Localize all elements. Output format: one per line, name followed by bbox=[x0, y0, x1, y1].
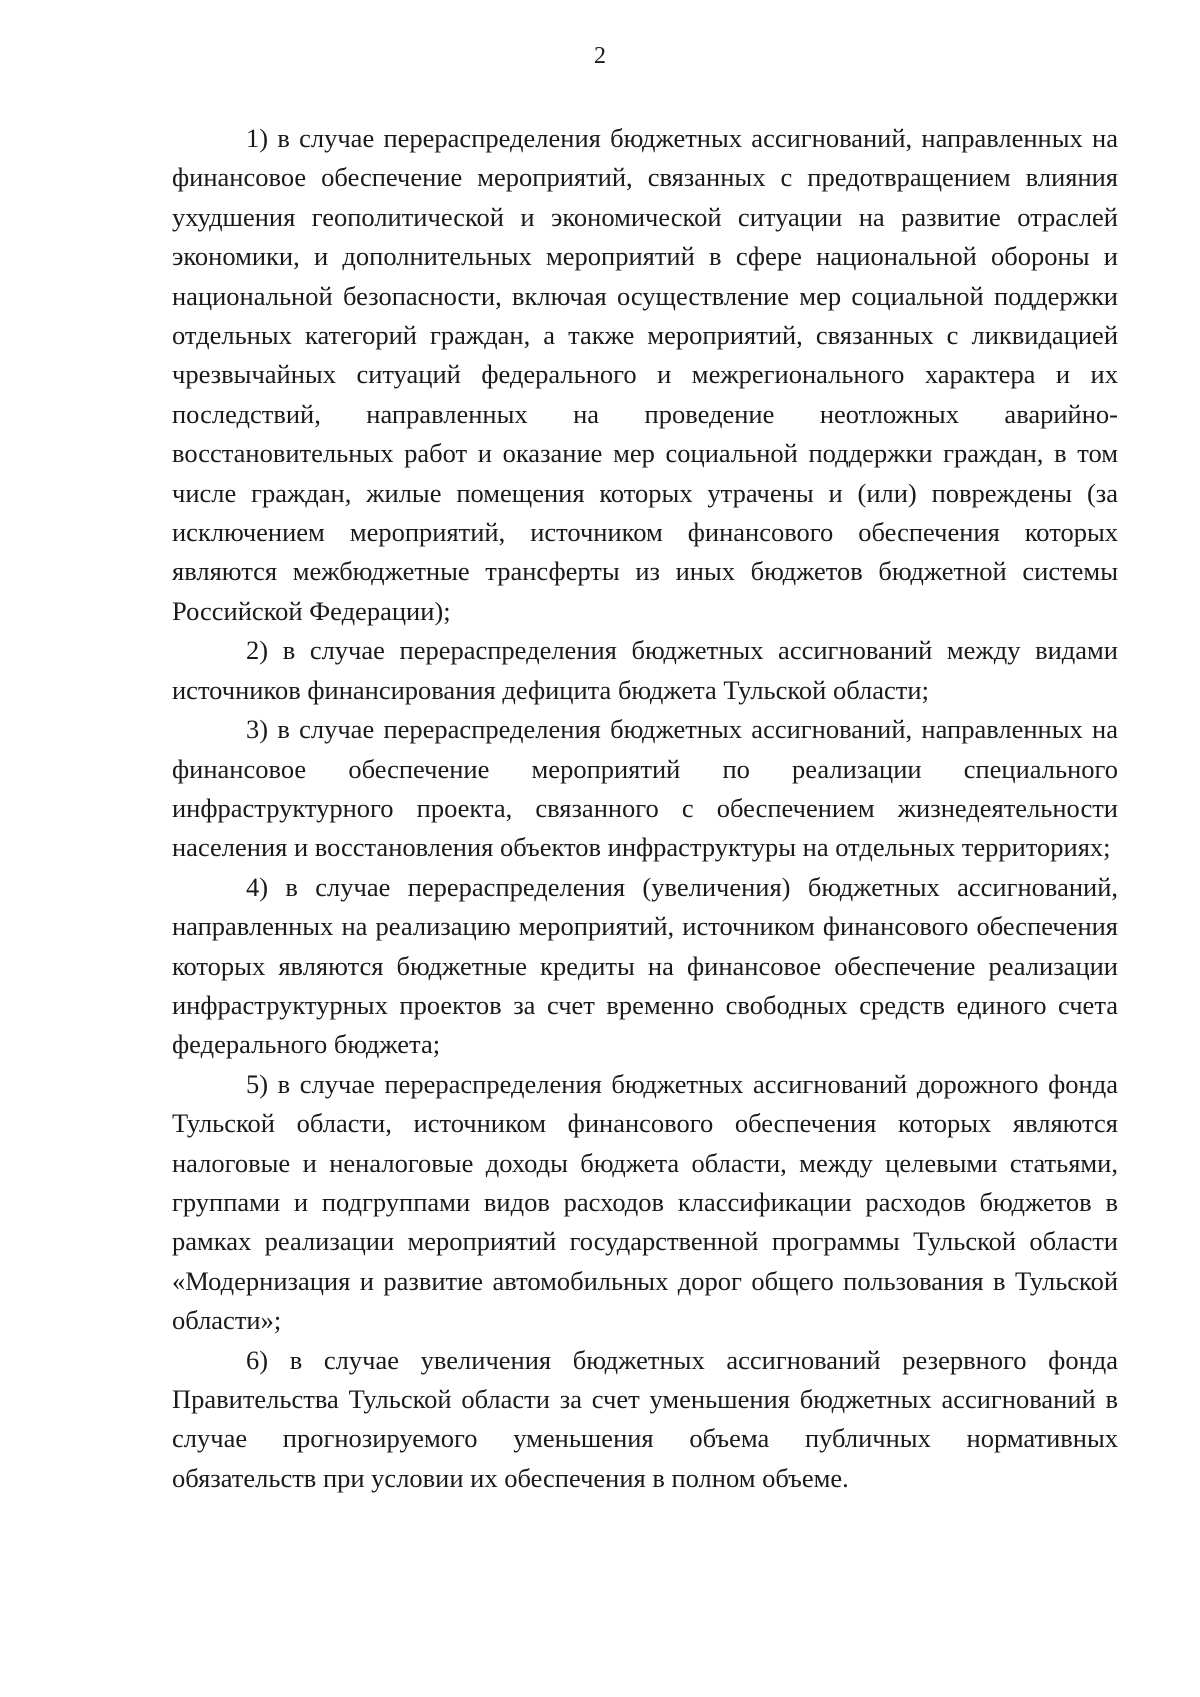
list-item: 6) в случае увеличения бюджетных ассигнований резервного фонда Правительства Тульской области за счет уменьшения бюджетных ассигнований в случае прогнозируемого уменьшения объема публичных нормативных обязательств при условии их обеспечения в полном объеме. bbox=[172, 1344, 1118, 1493]
list-item: 3) в случае перераспределения бюджетных ассигнований, направленных на финансовое обеспечение мероприятий по реализации специального инфраструктурного проекта, связанного с обеспечением жизнедеятельности населения и восстановления объектов инфраструктуры на отдельных территориях; bbox=[172, 714, 1118, 863]
document-body bbox=[172, 119, 1118, 1498]
list-item: 1) в случае перераспределения бюджетных ассигнований, направленных на финансовое обеспечение мероприятий, связанных с предотвращением влияния ухудшения геополитической и экономической ситуации на развитие отраслей экономики, и дополнительных мероприятий в сфере национальной обороны и национальной безопасности, включая осуществление мер социальной поддержки отдельных категорий граждан, а также мероприятий, связанных с ликвидацией чрезвычайных ситуаций федерального и межрегионального характера и их последствий, направленных на проведение неотложных аварийно-восстановительных работ и оказание мер социальной поддержки граждан, в том числе граждан, жилые помещения которых утрачены и (или) повреждены (за исключением мероприятий, источником финансового обеспечения которых являются межбюджетные трансферты из иных бюджетов бюджетной системы Российской Федерации); bbox=[172, 123, 1118, 626]
list-item: 2) в случае перераспределения бюджетных ассигнований между видами источников финансирования дефицита бюджета Тульской области; bbox=[172, 635, 1118, 705]
list-item: 5) в случае перераспределения бюджетных ассигнований дорожного фонда Тульской области, источником финансового обеспечения которых являются налоговые и неналоговые доходы бюджета области, между целевыми статьями, группами и подгруппами видов расходов классификации расходов бюджетов в рамках реализации мероприятий государственной программы Тульской области «Модернизация и развитие автомобильных дорог общего пользования в Тульской области»; bbox=[172, 1068, 1118, 1336]
list-item: 4) в случае перераспределения (увеличения) бюджетных ассигнований, направленных на реализацию мероприятий, источником финансового обеспечения которых являются бюджетные кредиты на финансовое обеспечение реализации инфраструктурных проектов за счет временно свободных средств единого счета федерального бюджета; bbox=[172, 871, 1118, 1060]
page-number: 2 bbox=[594, 43, 606, 69]
